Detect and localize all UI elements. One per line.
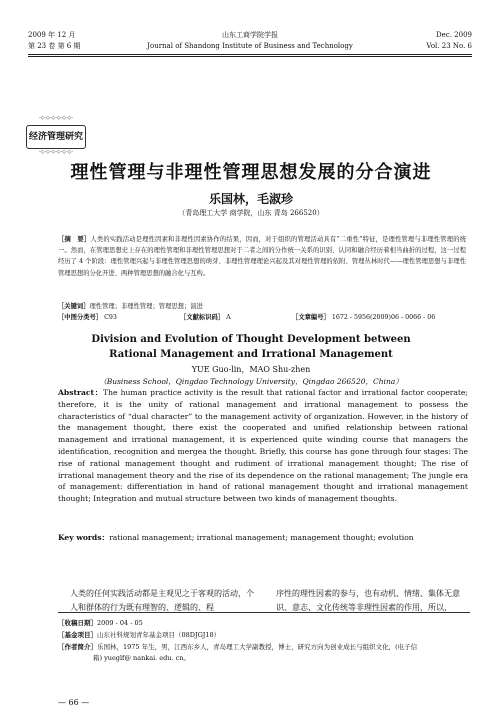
received-label: ［收稿日期］ (58, 619, 97, 627)
doc-value: A (226, 314, 231, 321)
en-title-line2: Rational Management and Irrational Management (109, 349, 393, 360)
journal-name-cn: 山东工商学院学报 (222, 31, 278, 39)
en-authors: YUE Guo-lin，MAO Shu-zhen (191, 365, 311, 374)
header-rule (28, 54, 472, 55)
keywords-cn (58, 302, 466, 312)
footnote-author (58, 642, 470, 652)
classification-line (58, 313, 466, 323)
article-title: 理性管理与非理性管理思想发展的分合演进 (70, 162, 432, 183)
header-rule-2 (28, 56, 472, 57)
abstract-en (58, 387, 468, 505)
doc-label: ［文献标识码］ (180, 314, 225, 321)
journal-name-en: Journal of Shandong Institute of Business and Technology (147, 42, 353, 50)
article-number-value: 1672 - 5956(2009)06 - 0066 - 06 (331, 314, 436, 321)
article-authors: 乐国林，毛淑珍 (208, 192, 293, 206)
abstract-en-text: The human practice activity is the result that rational factor and irrational factor cooperate; therefore, it is the unity of rational management and irrational management to possess the characteristics of “dual character” to the management activity of organization. However, in the history of the management thought, there exist the cooperated and unified relationship between rational management and irrational management, it is experienced quite winding course that managers the identification, recognition and mergea the thought. Briefly, this course has gone through four stages: The rise of rational management thought and rudiment of irrational management thought; The rise of irrational management theory and the rise of its dependence on the rational management; The jungle era of management: differentiation in hand of rational management thought and irrational management thought; Integration and mutual structure between two kinds of management thoughts. (58, 388, 468, 504)
keywords-cn-text: 理性管理；非理性管理；管理思想；演进 (89, 303, 203, 310)
volume-issue-en: Vol. 23 No. 6 (426, 42, 472, 50)
body-column-right: 序性的理性因素的参与，也有动机、情绪、集体无意识、意志、文化传统等非理性因素的作用，所以， (276, 589, 460, 612)
author-bio-value: 乐国林，1975 年生，男，江西东乡人，青岛理工大学副教授，博士，研究方向为创业成长与组织文化，(电子信 (97, 643, 418, 651)
keywords-en-text: rational management; irrational management; management thought; evolution (109, 533, 414, 542)
author-affiliation: （青岛理工大学 商学院，山东 青岛 266520） (178, 209, 324, 217)
clc-value: C93 (104, 314, 117, 321)
body-column-left: 人类的任何实践活动都是主观见之于客观的活动，个人和群体的行为既有理智的、逻辑的、程 (70, 589, 254, 612)
keywords-en-label: Key words： (58, 533, 110, 542)
column-tag-border-top: ·◇·◇·◇·◇·◇·◇· (38, 115, 74, 121)
column-tag: 经济管理研究 (26, 125, 86, 149)
abstract-en-label: Abstract： (58, 388, 104, 397)
en-title-line1: Division and Evolution of Thought Development between (91, 334, 411, 345)
abstract-cn-text: 人类的实践活动是理性因素和非理性因素协作的结果，因而，对于组织的管理活动具有“二重性”特征，是理性管理与非理性管理的统一。然而，在管理思想史上存在的理性管理和非理性管理思想对于二者之间的分作统一关系的识别、认同和融合经历着相当曲折的过程，这一过程经历了 4 个阶段：理性管理兴起与非理性管理思想的萌芽、非理性管理理论兴起及其对理性管理的依附、管理丛林时代——理性管理思想与非理性管理思想的分化开进、两种管理思想的融合化与互构。 (58, 236, 466, 277)
clc-label: ［中图分类号］ (58, 314, 103, 321)
article-number (292, 313, 435, 323)
article-number-label: ［文章编号］ (292, 314, 330, 321)
abstract-cn-label: ［摘 要］ (58, 236, 91, 243)
keywords-en (58, 532, 468, 543)
fund-value: 山东社科规划青年基金项目（08DJGJ18） (97, 631, 221, 639)
issue-date-en: Dec. 2009 (436, 31, 472, 39)
clc-code (58, 313, 178, 323)
received-value: 2009 - 04 - 05 (97, 619, 143, 627)
issue-date-cn: 2009 年 12 月 (28, 31, 76, 39)
author-bio-label: ［作者简介］ (58, 643, 97, 651)
en-affiliation: （Business School，Qingdao Technology University，Qingdao 266520，China） (99, 377, 403, 386)
abstract-cn (58, 234, 466, 279)
footnote-author-email: 箱) yueglf@ nankai. edu. cn。 (93, 654, 190, 662)
footnote-rule (58, 612, 470, 613)
column-tag-border-bottom: ·◇·◇·◇·◇·◇·◇· (38, 149, 74, 155)
doc-code (180, 313, 290, 323)
footnote-fund (58, 630, 470, 640)
keywords-cn-label: ［关键词］ (58, 303, 90, 310)
fund-label: ［基金项目］ (58, 631, 97, 639)
volume-issue-cn: 第 23 卷 第 6 期 (28, 42, 81, 50)
page-number: — 66 — (58, 698, 90, 707)
footnote-received (58, 618, 470, 628)
